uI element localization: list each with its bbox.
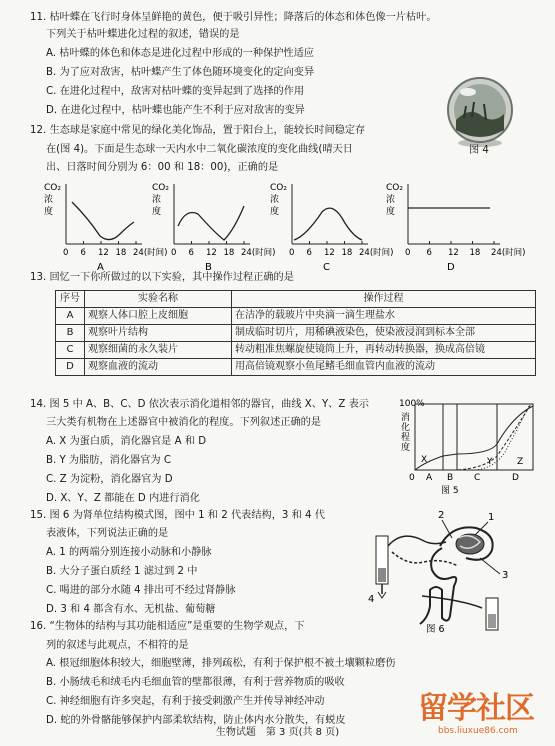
q11-stem-2: 下列关于枯叶蝶进化过程的叙述，错误的是 xyxy=(46,29,240,40)
q16-option-d: D. 蛇的外骨骼能够保护内部柔软结构，防止体内水分散失，有蜕皮 xyxy=(46,715,346,726)
q12-curve-a xyxy=(72,202,134,240)
q12-ylabel-du: 度 xyxy=(386,207,396,217)
fig5-organ-b: B xyxy=(447,473,454,483)
fig5-organ-c: C xyxy=(474,473,481,483)
q13-header-name: 实验名称 xyxy=(85,291,232,308)
table-row xyxy=(56,359,536,376)
fig5-pct-label: 100% xyxy=(399,399,425,409)
q15-option-b: B. 大分子蛋白质经 1 滤过到 2 中 xyxy=(46,566,198,577)
q12-tick-label: 12 xyxy=(324,248,335,258)
q13-cell: B xyxy=(56,325,85,342)
q13-cell: 转动粗准焦螺旋使镜筒上升，再转动转换器，换成高倍镜 xyxy=(232,342,536,359)
q12-ylabel-co2: CO₂ xyxy=(386,183,403,193)
q16-option-b: B. 小肠绒毛和绒毛内毛细血管的壁都很薄，有利于营养物质的吸收 xyxy=(46,677,345,688)
q12-option-label: A xyxy=(97,262,104,273)
q12-tick-label: 24(时间) xyxy=(491,248,526,258)
fig6-leader-3 xyxy=(480,558,500,574)
table-row xyxy=(56,325,536,342)
fig5-ylabel-2: 程 xyxy=(401,433,411,443)
q12-graph-b xyxy=(150,180,276,274)
q13-cell: 制成临时切片，用稀碘液染色，使染液浸润到标本全部 xyxy=(232,325,536,342)
q12-ylabel-co2: CO₂ xyxy=(152,183,169,193)
q13-cell: D xyxy=(56,359,85,376)
figure-6-caption: 图 6 xyxy=(426,624,445,635)
q12-tick-label: 12 xyxy=(448,248,459,258)
q13-cell: 观察人体口腔上皮细胞 xyxy=(85,308,232,325)
q13-cell: 观察细菌的永久装片 xyxy=(85,342,232,359)
q12-ylabel-co2: CO₂ xyxy=(44,183,61,193)
fig6-tubule xyxy=(420,548,456,624)
q12-tick-label: 6 xyxy=(188,248,194,258)
q15-stem-2: 表液体，下列说法正确的是 xyxy=(46,528,169,539)
figure-5-digestion-chart xyxy=(395,396,540,496)
q12-tick-label: 0 xyxy=(289,248,295,258)
figure-6-nephron-diagram xyxy=(362,506,542,636)
q16-option-c: C. 神经细胞有许多突起，有利于接受刺激产生并传导神经冲动 xyxy=(46,696,325,707)
watermark-url: bbs.liuxue86.com xyxy=(438,726,518,736)
fig6-label-4: 4 xyxy=(368,594,375,605)
q12-tick-label: 18 xyxy=(469,248,481,258)
q12-tick-label: 24(时间) xyxy=(241,248,276,258)
q12-tick-label: 0 xyxy=(171,248,177,258)
q15-option-a: A. 1 的两端分别连接小动脉和小静脉 xyxy=(46,547,212,558)
fig5-organ-a: A xyxy=(426,473,433,483)
table-row xyxy=(56,342,536,359)
q12-stem-1: 12. 生态球是家庭中常见的绿化美化饰品，置于阳台上，能较长时间稳定存 xyxy=(30,125,366,136)
fig6-vessel-out xyxy=(392,552,458,566)
fig5-curve-label-x: X xyxy=(421,455,428,465)
fig6-vessel-in xyxy=(388,536,446,546)
fig5-ylabel-3: 度 xyxy=(401,443,411,453)
q12-tick-label: 18 xyxy=(115,248,127,258)
q13-cell: A xyxy=(56,308,85,325)
fig6-label-1: 1 xyxy=(488,512,495,523)
q15-option-c: C. 喝进的部分水随 4 排出可不经过肾静脉 xyxy=(46,585,236,596)
fig6-label-3: 3 xyxy=(502,570,509,581)
q12-tick-label: 24(时间) xyxy=(359,248,394,258)
q12-ylabel-du: 度 xyxy=(152,207,162,217)
q13-header-no: 序号 xyxy=(56,291,85,308)
q12-tick-label: 6 xyxy=(306,248,312,258)
q12-ylabel-nong: 浓 xyxy=(152,195,162,205)
q15-stem-1: 15. 图 6 为肾单位结构模式图，图中 1 和 2 代表结构，3 和 4 代 xyxy=(30,510,325,521)
q12-graph-d xyxy=(384,180,526,274)
q13-cell: 在洁净的载玻片中央滴一滴生理盐水 xyxy=(232,308,536,325)
q12-tick-label: 6 xyxy=(426,248,432,258)
q12-tick-label: 12 xyxy=(206,248,217,258)
q12-tick-label: 0 xyxy=(63,248,69,258)
fig5-curve-label-y: Y xyxy=(487,457,493,467)
fig5-organ-d: D xyxy=(512,473,519,483)
q13-stem: 13. 回忆一下你所做过的以下实验，其中操作过程正确的是 xyxy=(30,272,294,283)
q12-ylabel-nong: 浓 xyxy=(44,195,54,205)
fig5-ylabel-1: 化 xyxy=(401,423,411,433)
table-row xyxy=(56,308,536,325)
q11-option-a: A. 枯叶蝶的体色和体态是进化过程中形成的一种保护性适应 xyxy=(46,48,314,59)
q13-cell: 用高倍镜观察小鱼尾鳍毛细血管内血液的流动 xyxy=(232,359,536,376)
q11-option-d: D. 在进化过程中，枯叶蝶也能产生不利于应对敌害的变异 xyxy=(46,105,305,116)
page-footer: 生物试题 第 3 页(共 8 页) xyxy=(215,727,340,738)
q14-option-c: C. Z 为淀粉，消化器官为 D xyxy=(46,474,173,485)
q13-cell: 观察血液的流动 xyxy=(85,359,232,376)
q12-ylabel-du: 度 xyxy=(270,207,280,217)
q12-stem-3: 出、日落时间分别为 6：00 和 18：00)，正确的是 xyxy=(46,162,279,173)
q12-graph-c xyxy=(268,180,394,274)
q11-stem-1: 11. 枯叶蝶在飞行时身体呈鲜艳的黄色，便于吸引异性；降落后的体态和体色像一片枯叶。 xyxy=(30,12,437,23)
q13-header-procedure: 操作过程 xyxy=(232,291,536,308)
q12-option-label: D xyxy=(447,262,455,273)
q12-curve-b xyxy=(178,206,244,240)
q12-ylabel-co2: CO₂ xyxy=(270,183,287,193)
q16-stem-2: 列的叙述与此观点，不相符的是 xyxy=(46,640,189,651)
q14-option-a: A. X 为蛋白质，消化器官是 A 和 D xyxy=(46,436,207,447)
q14-option-b: B. Y 为脂肪，消化器官为 C xyxy=(46,455,171,466)
q15-option-d: D. 3 和 4 都含有水、无机盐、葡萄糖 xyxy=(46,604,216,615)
q12-graph-a xyxy=(42,180,168,274)
q14-stem-2: 三大类有机物在上述器官中被消化的程度。下列叙述正确的是 xyxy=(46,417,322,428)
fig5-curve-x xyxy=(415,406,533,470)
q12-tick-label: 0 xyxy=(405,248,411,258)
q16-option-a: A. 根冠细胞体积较大，细胞壁薄，排列疏松，有利于保护根不被土壤颗粒磨伤 xyxy=(46,658,396,669)
q13-cell: 观察叶片结构 xyxy=(85,325,232,342)
q12-tick-label: 18 xyxy=(341,248,353,258)
fig5-ylabel-0: 消 xyxy=(401,413,411,423)
q13-cell: C xyxy=(56,342,85,359)
q12-ylabel-nong: 浓 xyxy=(270,195,280,205)
q12-tick-label: 12 xyxy=(98,248,109,258)
watermark-logo: 留学社区 xyxy=(418,691,534,726)
figure-4-caption: 图 4 xyxy=(469,145,489,156)
q13-table xyxy=(55,290,536,376)
q12-tick-label: 6 xyxy=(80,248,86,258)
q14-stem-1: 14. 图 5 中 A、B、C、D 依次表示消化道相邻的器官，曲线 X、Y、Z 表示 xyxy=(30,399,369,410)
figure-5-caption: 图 5 xyxy=(441,486,459,496)
fig5-curve-label-z: Z xyxy=(517,457,524,467)
q12-option-label: B xyxy=(205,262,212,273)
q12-ylabel-nong: 浓 xyxy=(386,195,396,205)
q14-option-d: D. X、Y、Z 都能在 D 内进行消化 xyxy=(46,493,200,504)
q11-option-c: C. 在进化过程中，敌害对枯叶蝶的变异起到了选择的作用 xyxy=(46,86,305,97)
q12-ylabel-du: 度 xyxy=(44,207,54,217)
q11-option-b: B. 为了应对敌害，枯叶蝶产生了体色随环境变化的定向变异 xyxy=(46,67,315,78)
figure-4-ecosphere-photo xyxy=(440,70,520,150)
q12-stem-2: 在(图 4)。下面是生态球一天内水中二氧化碳浓度的变化曲线(晴天日 xyxy=(46,144,353,155)
q12-tick-label: 24(时间) xyxy=(133,248,168,258)
q12-option-label: C xyxy=(323,262,330,273)
q12-tick-label: 18 xyxy=(223,248,235,258)
q12-curve-c xyxy=(294,208,362,240)
fig5-origin: 0 xyxy=(409,473,415,483)
fig6-label-2: 2 xyxy=(438,510,445,521)
q16-stem-1: 16. “生物体的结构与其功能相适应”是重要的生物学观点，下 xyxy=(30,621,305,632)
